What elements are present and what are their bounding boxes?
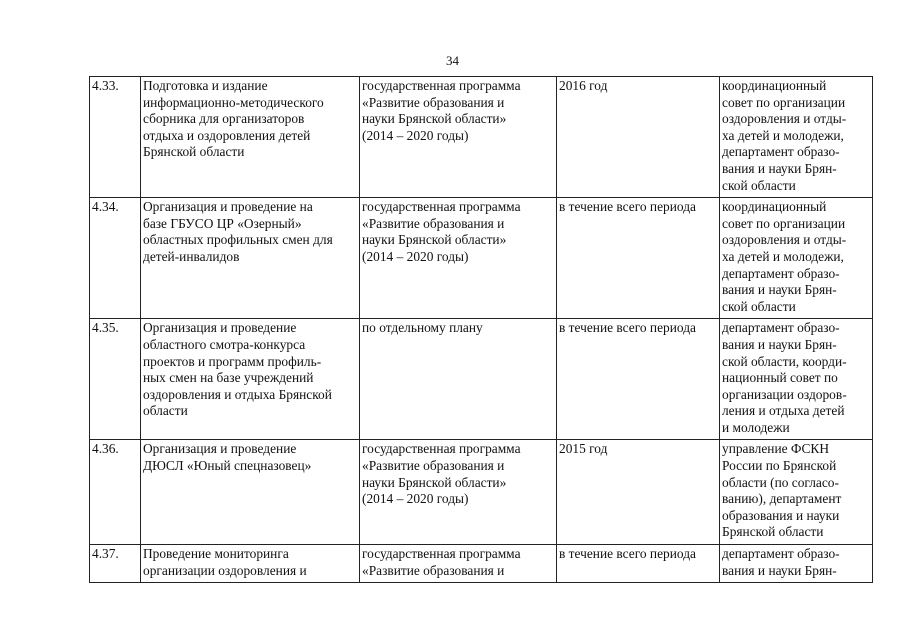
row-number: 4.33. (90, 77, 141, 198)
table-row (90, 77, 873, 198)
responsible-cell: координационный совет по организации оздоровления и отды- ха детей и молодежи, департамент образо- вания и науки Брян- ской области (720, 198, 873, 319)
source-cell: государственная программа «Развитие образования и (360, 545, 557, 583)
action-cell: Организация и проведение на базе ГБУСО ЦР «Озерный» областных профильных смен для детей-инвалидов (141, 198, 360, 319)
action-cell: Организация и проведение ДЮСЛ «Юный спецназовец» (141, 440, 360, 545)
action-cell: Проведение мониторинга организации оздоровления и (141, 545, 360, 583)
plan-table (89, 76, 873, 583)
table-row (90, 440, 873, 545)
responsible-cell: департамент образо- вания и науки Брян- ской области, коорди- национный совет по организации оздоров- ления и отдыха детей и молодежи (720, 319, 873, 440)
responsible-cell: департамент образо- вания и науки Брян- (720, 545, 873, 583)
term-cell: в течение всего периода (557, 545, 720, 583)
source-cell: государственная программа «Развитие образования и науки Брянской области» (2014 – 2020 годы) (360, 77, 557, 198)
responsible-cell: управление ФСКН России по Брянской области (по согласо- ванию), департамент образования и науки Брянской области (720, 440, 873, 545)
action-cell: Организация и проведение областного смотра-конкурса проектов и программ профиль- ных смен на базе учреждений оздоровления и отдыха Брянской области (141, 319, 360, 440)
responsible-cell: координационный совет по организации оздоровления и отды- ха детей и молодежи, департамент образо- вания и науки Брян- ской области (720, 77, 873, 198)
table-row (90, 198, 873, 319)
source-cell: по отдельному плану (360, 319, 557, 440)
action-cell: Подготовка и издание информационно-методического сборника для организаторов отдыха и оздоровления детей Брянской области (141, 77, 360, 198)
page-number: 34 (446, 53, 459, 68)
table-row (90, 545, 873, 583)
source-cell: государственная программа «Развитие образования и науки Брянской области» (2014 – 2020 годы) (360, 198, 557, 319)
row-number: 4.35. (90, 319, 141, 440)
source-cell: государственная программа «Развитие образования и науки Брянской области» (2014 – 2020 годы) (360, 440, 557, 545)
row-number: 4.36. (90, 440, 141, 545)
term-cell: в течение всего периода (557, 198, 720, 319)
term-cell: в течение всего периода (557, 319, 720, 440)
table-row (90, 319, 873, 440)
term-cell: 2016 год (557, 77, 720, 198)
row-number: 4.34. (90, 198, 141, 319)
term-cell: 2015 год (557, 440, 720, 545)
row-number: 4.37. (90, 545, 141, 583)
